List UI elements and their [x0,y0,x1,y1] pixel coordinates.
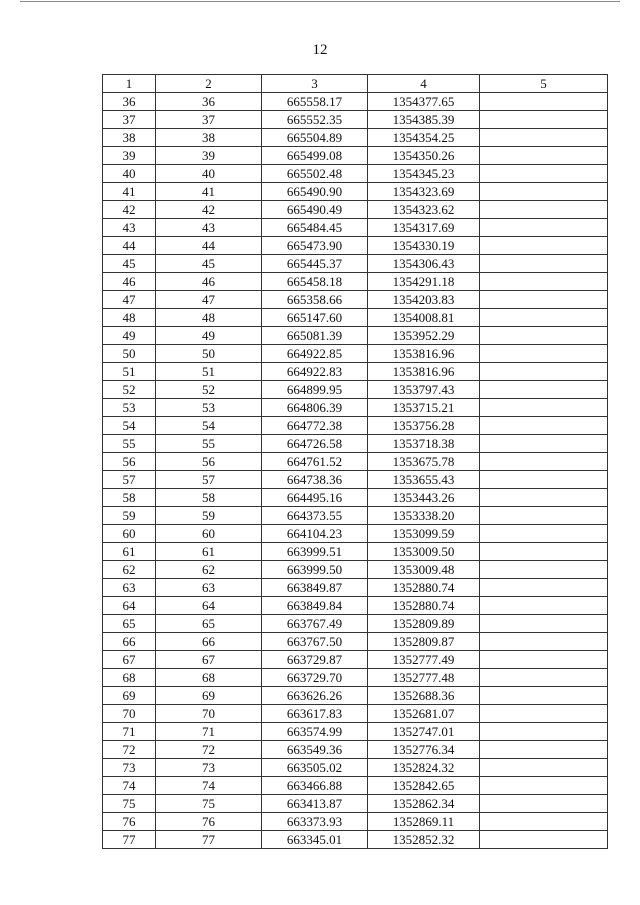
note-cell [480,327,608,345]
x-coordinate-cell: 665473.90 [262,237,368,255]
point-number-cell: 38 [103,129,156,147]
x-coordinate-cell: 665490.90 [262,183,368,201]
y-coordinate-cell: 1354203.83 [368,291,480,309]
table-row [103,435,608,453]
table-row [103,309,608,327]
point-number-cell: 72 [103,741,156,759]
table-row [103,417,608,435]
point-index-cell: 40 [156,165,262,183]
y-coordinate-cell: 1354317.69 [368,219,480,237]
x-coordinate-cell: 663466.88 [262,777,368,795]
note-cell [480,615,608,633]
point-index-cell: 76 [156,813,262,831]
y-coordinate-cell: 1354345.23 [368,165,480,183]
point-number-cell: 75 [103,795,156,813]
x-coordinate-cell: 665358.66 [262,291,368,309]
x-coordinate-cell: 663413.87 [262,795,368,813]
table-row [103,291,608,309]
point-index-cell: 68 [156,669,262,687]
table-row [103,183,608,201]
point-number-cell: 77 [103,831,156,849]
x-coordinate-cell: 663373.93 [262,813,368,831]
table-row [103,705,608,723]
point-index-cell: 44 [156,237,262,255]
x-coordinate-cell: 665504.89 [262,129,368,147]
x-coordinate-cell: 663849.87 [262,579,368,597]
point-number-cell: 56 [103,453,156,471]
y-coordinate-cell: 1354385.39 [368,111,480,129]
note-cell [480,345,608,363]
point-index-cell: 39 [156,147,262,165]
x-coordinate-cell: 663999.50 [262,561,368,579]
table-row [103,831,608,849]
note-cell [480,363,608,381]
point-number-cell: 41 [103,183,156,201]
point-number-cell: 49 [103,327,156,345]
x-coordinate-cell: 663345.01 [262,831,368,849]
x-coordinate-cell: 664806.39 [262,399,368,417]
x-coordinate-cell: 664899.95 [262,381,368,399]
x-coordinate-cell: 664495.16 [262,489,368,507]
point-index-cell: 51 [156,363,262,381]
table-row [103,381,608,399]
table-row [103,615,608,633]
table-row [103,345,608,363]
point-index-cell: 63 [156,579,262,597]
table-row [103,741,608,759]
point-index-cell: 57 [156,471,262,489]
point-number-cell: 67 [103,651,156,669]
point-number-cell: 64 [103,597,156,615]
y-coordinate-cell: 1352809.87 [368,633,480,651]
note-cell [480,111,608,129]
y-coordinate-cell: 1352777.49 [368,651,480,669]
page-number: 12 [312,42,328,58]
point-index-cell: 74 [156,777,262,795]
table-row [103,399,608,417]
point-number-cell: 45 [103,255,156,273]
y-coordinate-cell: 1353797.43 [368,381,480,399]
point-number-cell: 55 [103,435,156,453]
point-index-cell: 37 [156,111,262,129]
point-index-cell: 60 [156,525,262,543]
point-number-cell: 46 [103,273,156,291]
point-index-cell: 43 [156,219,262,237]
note-cell [480,129,608,147]
note-cell [480,651,608,669]
point-number-cell: 68 [103,669,156,687]
table-row [103,795,608,813]
point-index-cell: 70 [156,705,262,723]
point-index-cell: 52 [156,381,262,399]
x-coordinate-cell: 664761.52 [262,453,368,471]
y-coordinate-cell: 1353816.96 [368,345,480,363]
note-cell [480,777,608,795]
x-coordinate-cell: 665458.18 [262,273,368,291]
table-row [103,525,608,543]
point-number-cell: 54 [103,417,156,435]
table-row [103,543,608,561]
y-coordinate-cell: 1353338.20 [368,507,480,525]
table-row [103,165,608,183]
y-coordinate-cell: 1353715.21 [368,399,480,417]
y-coordinate-cell: 1352842.65 [368,777,480,795]
point-number-cell: 52 [103,381,156,399]
point-number-cell: 74 [103,777,156,795]
point-number-cell: 39 [103,147,156,165]
table-row [103,669,608,687]
table-row [103,93,608,111]
note-cell [480,489,608,507]
table-row [103,759,608,777]
note-cell [480,309,608,327]
note-cell [480,831,608,849]
x-coordinate-cell: 665502.48 [262,165,368,183]
point-index-cell: 49 [156,327,262,345]
point-index-cell: 46 [156,273,262,291]
note-cell [480,759,608,777]
note-cell [480,543,608,561]
x-coordinate-cell: 664373.55 [262,507,368,525]
note-cell [480,579,608,597]
y-coordinate-cell: 1353443.26 [368,489,480,507]
table-row [103,579,608,597]
x-coordinate-cell: 665499.08 [262,147,368,165]
note-cell [480,417,608,435]
x-coordinate-cell: 663626.26 [262,687,368,705]
y-coordinate-cell: 1354323.69 [368,183,480,201]
table-row [103,489,608,507]
point-index-cell: 65 [156,615,262,633]
point-index-cell: 36 [156,93,262,111]
y-coordinate-cell: 1353099.59 [368,525,480,543]
x-coordinate-cell: 664738.36 [262,471,368,489]
point-number-cell: 40 [103,165,156,183]
point-number-cell: 37 [103,111,156,129]
y-coordinate-cell: 1353816.96 [368,363,480,381]
point-index-cell: 55 [156,435,262,453]
y-coordinate-cell: 1354330.19 [368,237,480,255]
x-coordinate-cell: 664772.38 [262,417,368,435]
point-number-cell: 66 [103,633,156,651]
x-coordinate-cell: 664922.85 [262,345,368,363]
y-coordinate-cell: 1353009.48 [368,561,480,579]
x-coordinate-cell: 665445.37 [262,255,368,273]
point-index-cell: 50 [156,345,262,363]
note-cell [480,669,608,687]
note-cell [480,381,608,399]
point-number-cell: 58 [103,489,156,507]
x-coordinate-cell: 665484.45 [262,219,368,237]
note-cell [480,633,608,651]
note-cell [480,525,608,543]
y-coordinate-cell: 1352776.34 [368,741,480,759]
note-cell [480,165,608,183]
top-border-line [20,1,620,2]
point-number-cell: 69 [103,687,156,705]
point-number-cell: 51 [103,363,156,381]
x-coordinate-cell: 663617.83 [262,705,368,723]
x-coordinate-cell: 663767.49 [262,615,368,633]
note-cell [480,93,608,111]
point-index-cell: 72 [156,741,262,759]
note-cell [480,561,608,579]
point-index-cell: 66 [156,633,262,651]
point-number-cell: 43 [103,219,156,237]
table-row [103,453,608,471]
y-coordinate-cell: 1352880.74 [368,597,480,615]
y-coordinate-cell: 1353718.38 [368,435,480,453]
point-number-cell: 44 [103,237,156,255]
point-number-cell: 62 [103,561,156,579]
x-coordinate-cell: 663999.51 [262,543,368,561]
note-cell [480,201,608,219]
x-coordinate-cell: 664726.58 [262,435,368,453]
point-number-cell: 59 [103,507,156,525]
table-row [103,201,608,219]
point-number-cell: 36 [103,93,156,111]
point-number-cell: 76 [103,813,156,831]
y-coordinate-cell: 1353009.50 [368,543,480,561]
x-coordinate-cell: 664922.83 [262,363,368,381]
column-header-4: 4 [368,75,480,93]
point-index-cell: 58 [156,489,262,507]
point-number-cell: 65 [103,615,156,633]
table-row [103,363,608,381]
y-coordinate-cell: 1353675.78 [368,453,480,471]
note-cell [480,291,608,309]
y-coordinate-cell: 1352688.36 [368,687,480,705]
table-row [103,723,608,741]
point-index-cell: 71 [156,723,262,741]
table-row [103,687,608,705]
point-number-cell: 70 [103,705,156,723]
table-row [103,651,608,669]
table-row [103,255,608,273]
note-cell [480,273,608,291]
table-row [103,129,608,147]
y-coordinate-cell: 1354306.43 [368,255,480,273]
point-index-cell: 56 [156,453,262,471]
table-row [103,471,608,489]
note-cell [480,687,608,705]
point-number-cell: 47 [103,291,156,309]
point-index-cell: 47 [156,291,262,309]
table-row [103,777,608,795]
y-coordinate-cell: 1352862.34 [368,795,480,813]
column-header-5: 5 [480,75,608,93]
y-coordinate-cell: 1354008.81 [368,309,480,327]
x-coordinate-cell: 663505.02 [262,759,368,777]
point-number-cell: 42 [103,201,156,219]
note-cell [480,597,608,615]
y-coordinate-cell: 1353655.43 [368,471,480,489]
y-coordinate-cell: 1352880.74 [368,579,480,597]
point-number-cell: 50 [103,345,156,363]
table-header-row [103,75,608,93]
point-index-cell: 45 [156,255,262,273]
point-index-cell: 53 [156,399,262,417]
table-row [103,219,608,237]
y-coordinate-cell: 1354350.26 [368,147,480,165]
column-header-2: 2 [156,75,262,93]
column-header-3: 3 [262,75,368,93]
point-index-cell: 54 [156,417,262,435]
note-cell [480,219,608,237]
y-coordinate-cell: 1352777.48 [368,669,480,687]
x-coordinate-cell: 664104.23 [262,525,368,543]
note-cell [480,795,608,813]
y-coordinate-cell: 1353756.28 [368,417,480,435]
note-cell [480,237,608,255]
point-index-cell: 73 [156,759,262,777]
point-index-cell: 64 [156,597,262,615]
y-coordinate-cell: 1354291.18 [368,273,480,291]
note-cell [480,147,608,165]
note-cell [480,435,608,453]
point-index-cell: 59 [156,507,262,525]
point-number-cell: 57 [103,471,156,489]
x-coordinate-cell: 663729.87 [262,651,368,669]
table-row [103,273,608,291]
table-row [103,147,608,165]
point-index-cell: 67 [156,651,262,669]
point-index-cell: 61 [156,543,262,561]
note-cell [480,507,608,525]
y-coordinate-cell: 1352681.07 [368,705,480,723]
point-index-cell: 42 [156,201,262,219]
y-coordinate-cell: 1353952.29 [368,327,480,345]
coordinates-table [102,74,608,849]
y-coordinate-cell: 1352824.32 [368,759,480,777]
table-row [103,111,608,129]
point-number-cell: 71 [103,723,156,741]
point-number-cell: 63 [103,579,156,597]
x-coordinate-cell: 663767.50 [262,633,368,651]
point-index-cell: 62 [156,561,262,579]
note-cell [480,183,608,201]
note-cell [480,453,608,471]
point-number-cell: 53 [103,399,156,417]
y-coordinate-cell: 1354377.65 [368,93,480,111]
point-index-cell: 69 [156,687,262,705]
note-cell [480,813,608,831]
point-number-cell: 73 [103,759,156,777]
note-cell [480,399,608,417]
table-row [103,237,608,255]
x-coordinate-cell: 665558.17 [262,93,368,111]
table-row [103,633,608,651]
y-coordinate-cell: 1354323.62 [368,201,480,219]
point-number-cell: 48 [103,309,156,327]
note-cell [480,705,608,723]
x-coordinate-cell: 665081.39 [262,327,368,345]
x-coordinate-cell: 665490.49 [262,201,368,219]
table-row [103,507,608,525]
point-index-cell: 75 [156,795,262,813]
point-index-cell: 38 [156,129,262,147]
point-index-cell: 41 [156,183,262,201]
table-row [103,561,608,579]
point-number-cell: 60 [103,525,156,543]
x-coordinate-cell: 663574.99 [262,723,368,741]
note-cell [480,723,608,741]
x-coordinate-cell: 663549.36 [262,741,368,759]
table-row [103,813,608,831]
note-cell [480,255,608,273]
y-coordinate-cell: 1352747.01 [368,723,480,741]
point-index-cell: 77 [156,831,262,849]
y-coordinate-cell: 1352809.89 [368,615,480,633]
note-cell [480,471,608,489]
x-coordinate-cell: 663729.70 [262,669,368,687]
column-header-1: 1 [103,75,156,93]
x-coordinate-cell: 665552.35 [262,111,368,129]
point-index-cell: 48 [156,309,262,327]
y-coordinate-cell: 1354354.25 [368,129,480,147]
point-number-cell: 61 [103,543,156,561]
y-coordinate-cell: 1352852.32 [368,831,480,849]
x-coordinate-cell: 663849.84 [262,597,368,615]
table-row [103,327,608,345]
x-coordinate-cell: 665147.60 [262,309,368,327]
table-row [103,597,608,615]
table-body [103,93,608,849]
note-cell [480,741,608,759]
y-coordinate-cell: 1352869.11 [368,813,480,831]
